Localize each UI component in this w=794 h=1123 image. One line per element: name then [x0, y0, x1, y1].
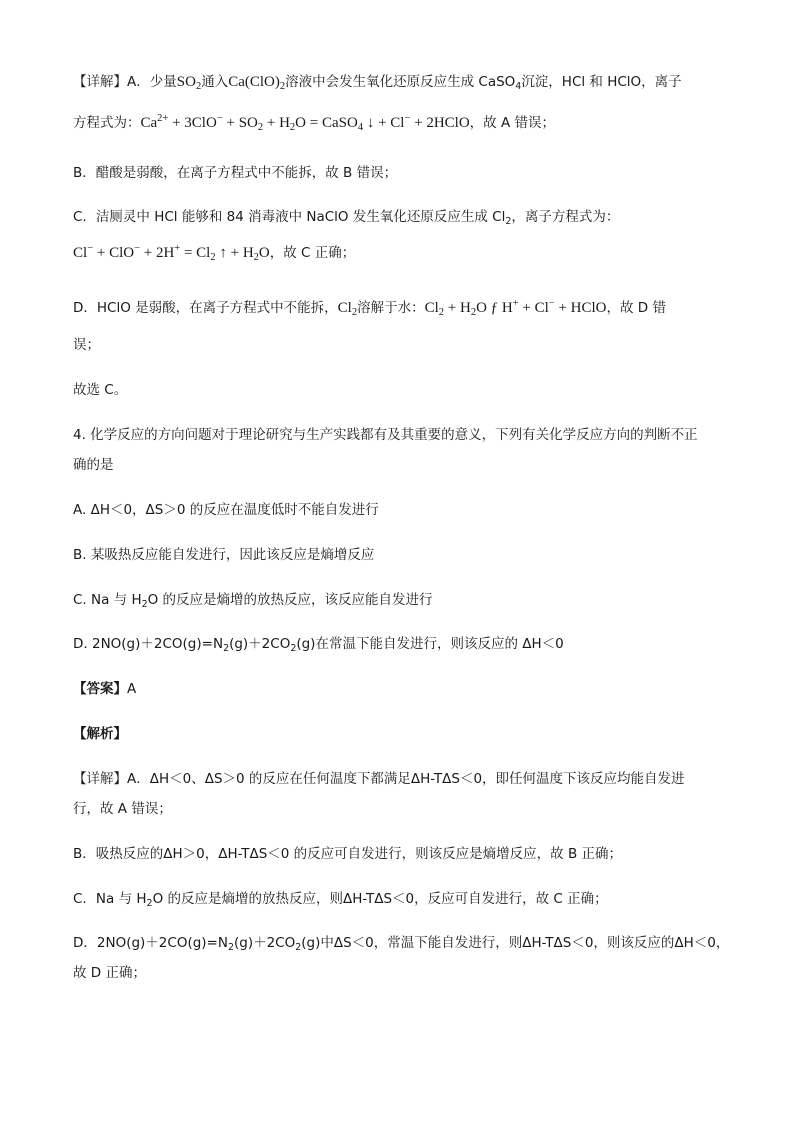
option-d: D. $2NO(g)+2CO(g)=N_2(g)+2CO_2(g)$在常温下能自发进行，则该反应的 ΔH＜0 [73, 636, 564, 654]
prev-detail-c-line: C．洁厕灵中 HCl 能够和 84 消毒液中 NaClO 发生氧化还原反应生成 $Cl_2$，离子方程式为： [73, 209, 620, 227]
prev-detail-a-equation: 方程式为：$Ca^{2+} + 3ClO^- + SO_2 + H_2O$ = CaSO$_4$ ↓ + Cl− + 2HClO，故 A 错误； [73, 113, 555, 133]
option-a: A. ΔH＜0，ΔS＞0 的反应在温度低时不能自发进行 [73, 502, 379, 518]
detail-heading: 【详解】 [73, 74, 127, 90]
option-c: C. Na 与 $H_2O$ 的反应是熵增的放热反应，该反应能自发进行 [73, 592, 433, 610]
answer-line [73, 679, 136, 699]
prev-detail-d-line2: 误； [73, 337, 100, 353]
detail-c-line: C．Na 与 $H_2O$ 的反应是熵增的放热反应，则ΔH-TΔS＜0，反应可自发进行，故 C 正确； [73, 891, 608, 909]
detail-d-line1: D．$2NO(g)+2CO(g)=N_2(g)+2CO_2(g)$中ΔS＜0，常温下能自发进行，则ΔH-TΔS＜0，则该反应的ΔH＜0， [73, 935, 730, 953]
ionic-equation: $Ca^{2+} + 3ClO^- + SO_2 + H_2O$ = CaSO$_4$ ↓ + Cl− + 2HClO [140, 113, 470, 133]
answer-label: 【答案】 [73, 681, 127, 697]
ionic-equation: $Cl_2 + H_2O$ ƒ H+ + Cl− + HClO [424, 298, 607, 318]
detail-a-line2: 行，故 A 错误； [73, 801, 172, 817]
prev-detail-b-line: B．醋酸是弱酸，在离子方程式中不能拆，故 B 错误； [73, 165, 398, 181]
ionic-equation: $Cl^- + ClO^- + 2H^+ = Cl_2$ ↑ + $H_2O$ [73, 243, 270, 263]
detail-a-line1: 【详解】A．ΔH＜0、ΔS＞0 的反应在任何温度下都满足ΔH-TΔS＜0，即任何温度下该反应均能自发进 [73, 771, 685, 787]
question-stem-line2: 确的是 [73, 457, 114, 473]
answer-value: A [127, 681, 137, 697]
detail-d-line2: 故 D 正确； [73, 965, 146, 981]
analysis-label: 【解析】 [73, 726, 127, 742]
option-b: B. 某吸热反应能自发进行，因此该反应是熵增反应 [73, 547, 375, 563]
prev-detail-a-line1: 【详解】A．少量$SO_2$通入$Ca(ClO)_2$溶液中会发生氧化还原反应生成 CaSO$_4$沉淀，HCl 和 HClO，离子 [73, 74, 682, 92]
prev-conclusion: 故选 C。 [73, 382, 128, 398]
prev-detail-d-line1: D．HClO 是弱酸，在离子方程式中不能拆，$Cl_2$溶解于水：$Cl_2 + H_2O$ ƒ H+ + Cl− + HClO，故 D 错 [73, 298, 666, 318]
question-stem-line1: 4. 化学反应的方向问题对于理论研究与生产实践都有及其重要的意义，下列有关化学反应方向的判断不正 [73, 427, 698, 443]
detail-b-line: B．吸热反应的ΔH＞0，ΔH-TΔS＜0 的反应可自发进行，则该反应是熵增反应，故 B 正确； [73, 846, 623, 862]
prev-detail-c-equation: $Cl^- + ClO^- + 2H^+ = Cl_2$ ↑ + $H_2O$，故 C 正确； [73, 243, 356, 263]
